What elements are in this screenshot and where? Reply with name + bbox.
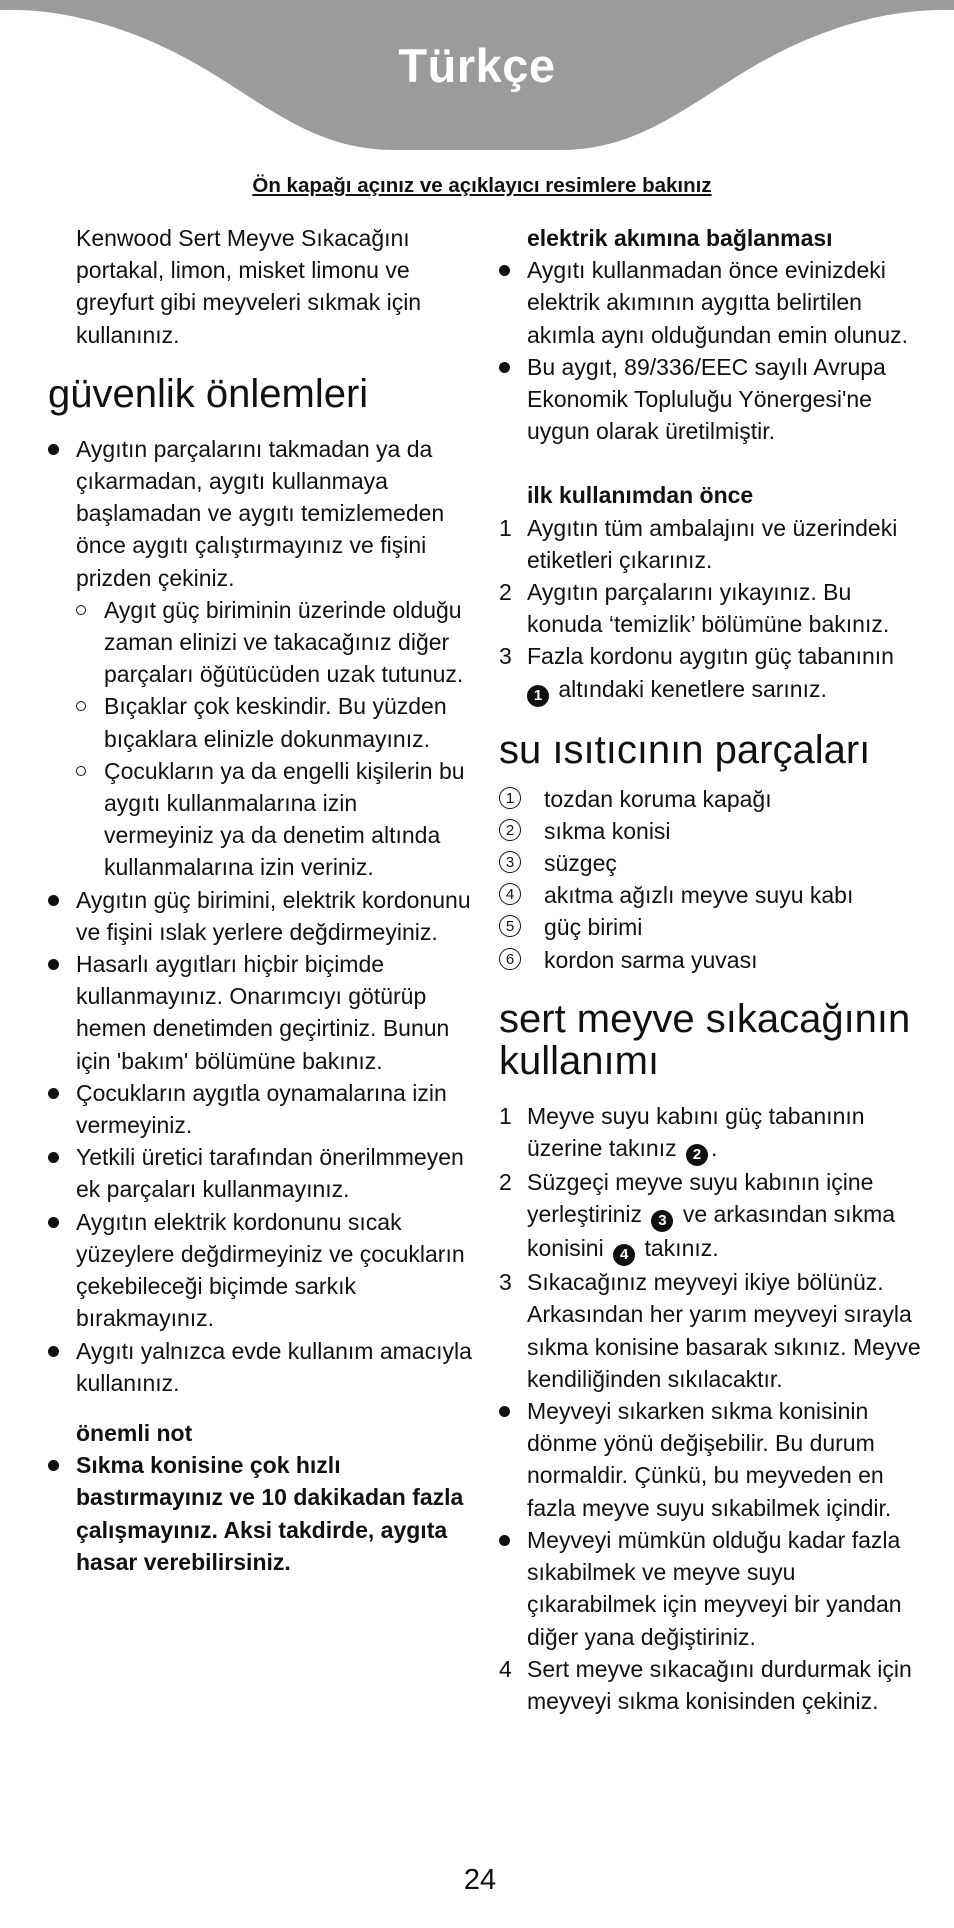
usage-title: sert meyve sıkacağının kullanımı: [499, 996, 911, 1083]
part-item-6: [499, 944, 924, 976]
page-number: 24: [463, 1864, 497, 1896]
first-use-step-3: [499, 640, 924, 706]
safety-bullet-1: Aygıtın parçalarını takmadan ya da çıkarmadan, aygıtı kullanmaya başlamadan ve aygıtı temizlemeden önce aygıtı çalıştırmayınız ve fişini prizden çekiniz.: [48, 433, 473, 594]
intro-paragraph: Kenwood Sert Meyve Sıkacağını portakal, limon, misket limonu ve greyfurt gibi meyveleri sıkmak için kullanınız.: [76, 225, 422, 348]
circled-number-icon: 5: [499, 915, 521, 937]
usage-bullet-1: Meyveyi sıkarken sıkma konisinin dönme yönü değişebilir. Bu durum normaldir. Çünkü, bu meyveden en fazla meyve suyu sıkabilmek içindir.: [499, 1395, 924, 1524]
figure-ref-icon: 2: [686, 1144, 708, 1166]
safety-subbullet-2: Bıçaklar çok keskindir. Bu yüzden bıçaklara elinizle dokunmayınız.: [48, 690, 473, 754]
step-text: Süzgeçi meyve suyu kabının içine yerleştiriniz: [527, 1169, 874, 1228]
safety-title: güvenlik önlemleri: [48, 371, 369, 416]
part-item-3: [499, 847, 924, 879]
step-text: Meyve suyu kabını güç tabanının üzerine takınız: [527, 1102, 865, 1162]
part-label: tozdan koruma kapağı: [544, 785, 772, 812]
part-item-4: [499, 879, 924, 911]
safety-subbullet-1: Aygıt güç biriminin üzerinde olduğu zaman elinizi ve takacağınız diğer parçaları öğütücüden uzak tutunuz.: [48, 594, 473, 691]
part-label: sıkma konisi: [544, 817, 671, 844]
circled-number-icon: 4: [499, 883, 521, 905]
part-label: akıtma ağızlı meyve suyu kabı: [544, 882, 854, 909]
step-number: 2: [499, 579, 512, 606]
step-text: Fazla kordonu aygıtın güç tabanının: [527, 643, 894, 670]
first-use-title: ilk kullanımdan önce: [527, 482, 754, 509]
safety-bullet-6: Aygıtın elektrik kordonunu sıcak yüzeylere değdirmeyiniz ve çocukların çekebileceği biçimde sarkık bırakmayınız.: [48, 1206, 473, 1335]
parts-list: [499, 783, 924, 976]
usage-step-2: [499, 1166, 924, 1266]
subheading: Ön kapağı açınız ve açıklayıcı resimlere bakınız: [252, 174, 712, 197]
part-label: güç birimi: [544, 914, 643, 941]
part-item-1: [499, 783, 924, 815]
parts-title: su ısıtıcının parçaları: [499, 727, 871, 772]
step-number: 1: [499, 1102, 512, 1129]
figure-ref-icon: 1: [527, 685, 549, 707]
circled-number-icon: 3: [499, 851, 521, 873]
step-text: ve arkasından sıkma konisini: [527, 1201, 896, 1262]
first-use-step-2: [499, 576, 924, 640]
usage-step-4: [499, 1653, 924, 1717]
safety-bullet-7: Aygıtı yalnızca evde kullanım amacıyla kullanınız.: [48, 1335, 473, 1399]
safety-bullet-5: Yetkili üretici tarafından önerilmmeyen ek parçaları kullanmayınız.: [48, 1141, 473, 1205]
step-text: Sıkacağınız meyveyi ikiye bölünüz. Arkasından her yarım meyveyi sırayla sıkma konisine basarak sıkınız. Meyve kendiliğinden sıkılacaktır.: [527, 1269, 921, 1392]
safety-bullet-2: Aygıtın güç birimini, elektrik kordonunu ve fişini ıslak yerlere değdirmeyiniz.: [48, 884, 473, 948]
left-column: [48, 222, 473, 1578]
step-text: takınız.: [644, 1235, 719, 1262]
important-bullet: Sıkma konisine çok hızlı bastırmayınız ve 10 dakikadan fazla çalışmayınız. Aksi takdirde, aygıta hasar verebilirsiniz.: [48, 1449, 473, 1578]
step-text: Aygıtın parçalarını yıkayınız. Bu konuda ‘temizlik’ bölümüne bakınız.: [527, 579, 890, 638]
right-column: [499, 222, 924, 1717]
safety-bullet-3: Hasarlı aygıtları hiçbir biçimde kullanmayınız. Onarımcıyı götürüp hemen denetimden geçirtiniz. Bunun için 'bakım' bölümüne bakınız.: [48, 948, 473, 1077]
figure-ref-icon: 4: [613, 1244, 635, 1266]
step-text: altındaki kenetlere sarınız.: [558, 675, 827, 702]
step-text: Sert meyve sıkacağını durdurmak için meyveyi sıkma konisinden çekiniz.: [527, 1655, 912, 1714]
usage-bullet-2: Meyveyi mümkün olduğu kadar fazla sıkabilmek ve meyve suyu çıkarabilmek için meyveyi bir yandan diğer yana değiştiriniz.: [499, 1524, 924, 1653]
part-item-2: [499, 815, 924, 847]
figure-ref-icon: 3: [651, 1210, 673, 1232]
electric-bullet-2: Bu aygıt, 89/336/EEC sayılı Avrupa Ekonomik Topluluğu Yönergesi'ne uygun olarak üretilmiştir.: [499, 351, 924, 448]
step-text: Aygıtın tüm ambalajını ve üzerindeki etiketleri çıkarınız.: [527, 514, 898, 573]
step-text: .: [710, 1135, 718, 1162]
step-number: 3: [499, 1269, 512, 1296]
safety-bullet-4: Çocukların aygıtla oynamalarına izin vermeyiniz.: [48, 1077, 473, 1141]
electric-bullet-1: Aygıtı kullanmadan önce evinizdeki elektrik akımının aygıtta belirtilen akımla aynı olduğundan emin olunuz.: [499, 254, 924, 351]
usage-step-3: [499, 1266, 924, 1395]
safety-subbullet-3: Çocukların ya da engelli kişilerin bu aygıtı kullanmalarına izin vermeyiniz ya da denetim altında kullanmalarına izin veriniz.: [48, 755, 473, 884]
electric-title: elektrik akımına bağlanması: [527, 225, 833, 251]
circled-number-icon: 6: [499, 948, 521, 970]
step-number: 2: [499, 1169, 512, 1196]
first-use-step-1: [499, 512, 924, 576]
part-item-5: [499, 911, 924, 943]
important-title: önemli not: [76, 1419, 193, 1446]
circled-number-icon: 2: [499, 819, 521, 841]
usage-step-1: [499, 1100, 924, 1166]
part-label: kordon sarma yuvası: [544, 946, 758, 973]
step-number: 1: [499, 514, 512, 541]
step-number: 4: [499, 1655, 512, 1682]
circled-number-icon: 1: [499, 787, 521, 809]
part-label: süzgeç: [544, 850, 617, 877]
step-number: 3: [499, 643, 512, 670]
language-title: Türkçe: [398, 39, 556, 92]
